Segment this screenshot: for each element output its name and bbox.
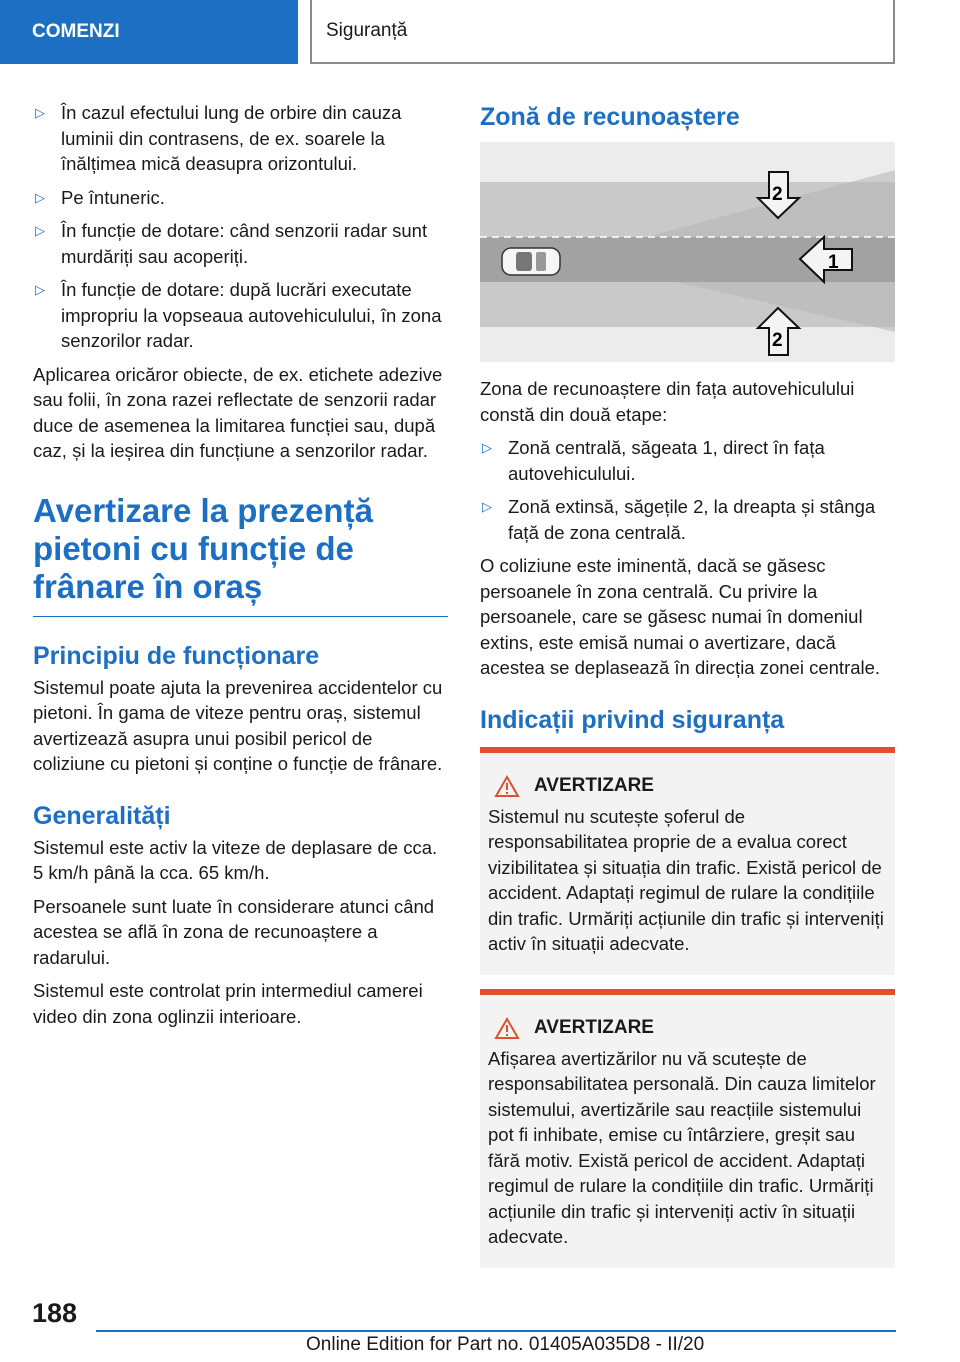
list-item: ▷ În funcție de dotare: când senzorii radar sunt murdăriți sau acoperiți. bbox=[35, 220, 428, 267]
paragraph: Persoanele sunt luate în considerare atunci când acestea se află în zona de recunoaștere a radarului. bbox=[33, 895, 435, 968]
page-number: 188 bbox=[32, 1298, 78, 1328]
warning-box bbox=[480, 747, 895, 975]
section-tab[interactable]: COMENZI bbox=[0, 0, 298, 64]
warning-header: AVERTIZARE bbox=[488, 775, 887, 798]
right-column bbox=[480, 100, 895, 1268]
subheading-detection-zone: Zonă de recunoaștere bbox=[480, 103, 740, 131]
list-item: ▷ Zonă extinsă, săgețile 2, la dreapta și stânga față de zona centrală. bbox=[482, 496, 876, 543]
bullet-list-zones bbox=[480, 435, 895, 545]
detection-zone-illustration bbox=[480, 142, 895, 362]
warning-header: AVERTIZARE bbox=[488, 1017, 887, 1040]
warning-triangle-icon bbox=[494, 775, 520, 798]
triangle-bullet-icon: ▷ bbox=[482, 499, 492, 514]
triangle-bullet-icon: ▷ bbox=[35, 282, 45, 297]
bullet-list-conditions bbox=[33, 100, 448, 354]
triangle-bullet-icon: ▷ bbox=[482, 440, 492, 455]
left-column bbox=[33, 100, 448, 1037]
paragraph: O coliziune este iminentă, dacă se găsesc persoanele în zona centrală. Cu privire la persoanele, care se găsesc numai în domeniul extins, este emisă numai o avertizare, dacă acestea se deplasează în direcția zonei centrale. bbox=[480, 555, 881, 678]
svg-text:2: 2 bbox=[772, 330, 783, 351]
paragraph: Zona de recunoaștere din fața autovehiculului constă din două etape: bbox=[480, 378, 855, 425]
warning-text: Afișarea avertizărilor nu vă scutește de responsabilitatea personală. Din cauza limitelor sistemului, avertizările sau reacțiile sistemului pot fi inhibate, emise cu întârziere, greșit sau fără motiv. Există pericol de accident. Adaptați regimul de rulare la condițiile din trafic. Urmăriți acțiunile din trafic și interveniți activ în situații adecvate. bbox=[488, 1047, 876, 1247]
triangle-bullet-icon: ▷ bbox=[35, 105, 45, 120]
svg-text:1: 1 bbox=[828, 252, 839, 273]
footer-divider bbox=[96, 1330, 896, 1332]
list-item: ▷ Zonă centrală, săgeata 1, direct în fața autovehiculului. bbox=[482, 437, 825, 484]
svg-text:2: 2 bbox=[772, 184, 783, 205]
paragraph: Sistemul poate ajuta la prevenirea accidentelor cu pietoni. În gama de viteze pentru oraș, sistemul avertizează asupra unui posibil pericol de coliziune cu pietoni și conține o funcție de frânare. bbox=[33, 676, 443, 774]
list-item: ▷ În cazul efectului lung de orbire din cauza luminii din contrasens, de ex. soarele la înălțimea mică deasupra orizontului. bbox=[35, 102, 402, 174]
warning-box bbox=[480, 989, 895, 1268]
subheading-general: Generalități bbox=[33, 801, 171, 830]
detection-zone-diagram bbox=[480, 142, 895, 362]
chapter-title: Siguranță bbox=[310, 0, 895, 64]
paragraph: Aplicarea oricăror obiecte, de ex. etichete adezive sau folii, în zona razei reflectate de senzorii radar duce de asemenea la limitarea funcției sau, după caz, și la ieșirea din funcțiune a senzorilor radar. bbox=[33, 363, 443, 461]
section-heading: Avertizare la prezență pietoni cu funcție de frânare în oraș bbox=[33, 492, 448, 617]
warning-triangle-icon bbox=[494, 1017, 520, 1040]
triangle-bullet-icon: ▷ bbox=[35, 189, 45, 205]
warning-text: Sistemul nu scutește șoferul de responsabilitatea proprie de a evalua corect vizibilitatea și situația din trafic. Există pericol de accident. Adaptați regimul de rulare la condițiile din trafic. Urmăriți acțiunile din trafic și interveniți activ în situații adecvate. bbox=[488, 805, 884, 954]
subheading-principle: Principiu de funcționare bbox=[33, 641, 320, 670]
footer-edition: Online Edition for Part no. 01405A035D8 - II/20 bbox=[306, 1334, 705, 1355]
subheading-safety: Indicații privind siguranța bbox=[480, 705, 785, 734]
paragraph: Sistemul este activ la viteze de deplasare de cca. 5 km/h până la cca. 65 km/h. bbox=[33, 836, 438, 883]
triangle-bullet-icon: ▷ bbox=[35, 223, 45, 238]
car-icon bbox=[502, 248, 560, 275]
paragraph: Sistemul este controlat prin intermediul camerei video din zona oglinzii interioare. bbox=[33, 980, 423, 1027]
list-item: ▷ Pe întuneric. bbox=[33, 185, 448, 211]
list-item: ▷ În funcție de dotare: după lucrări executate impropriu la vopseaua autovehiculului, în zona senzorilor radar. bbox=[35, 279, 442, 351]
